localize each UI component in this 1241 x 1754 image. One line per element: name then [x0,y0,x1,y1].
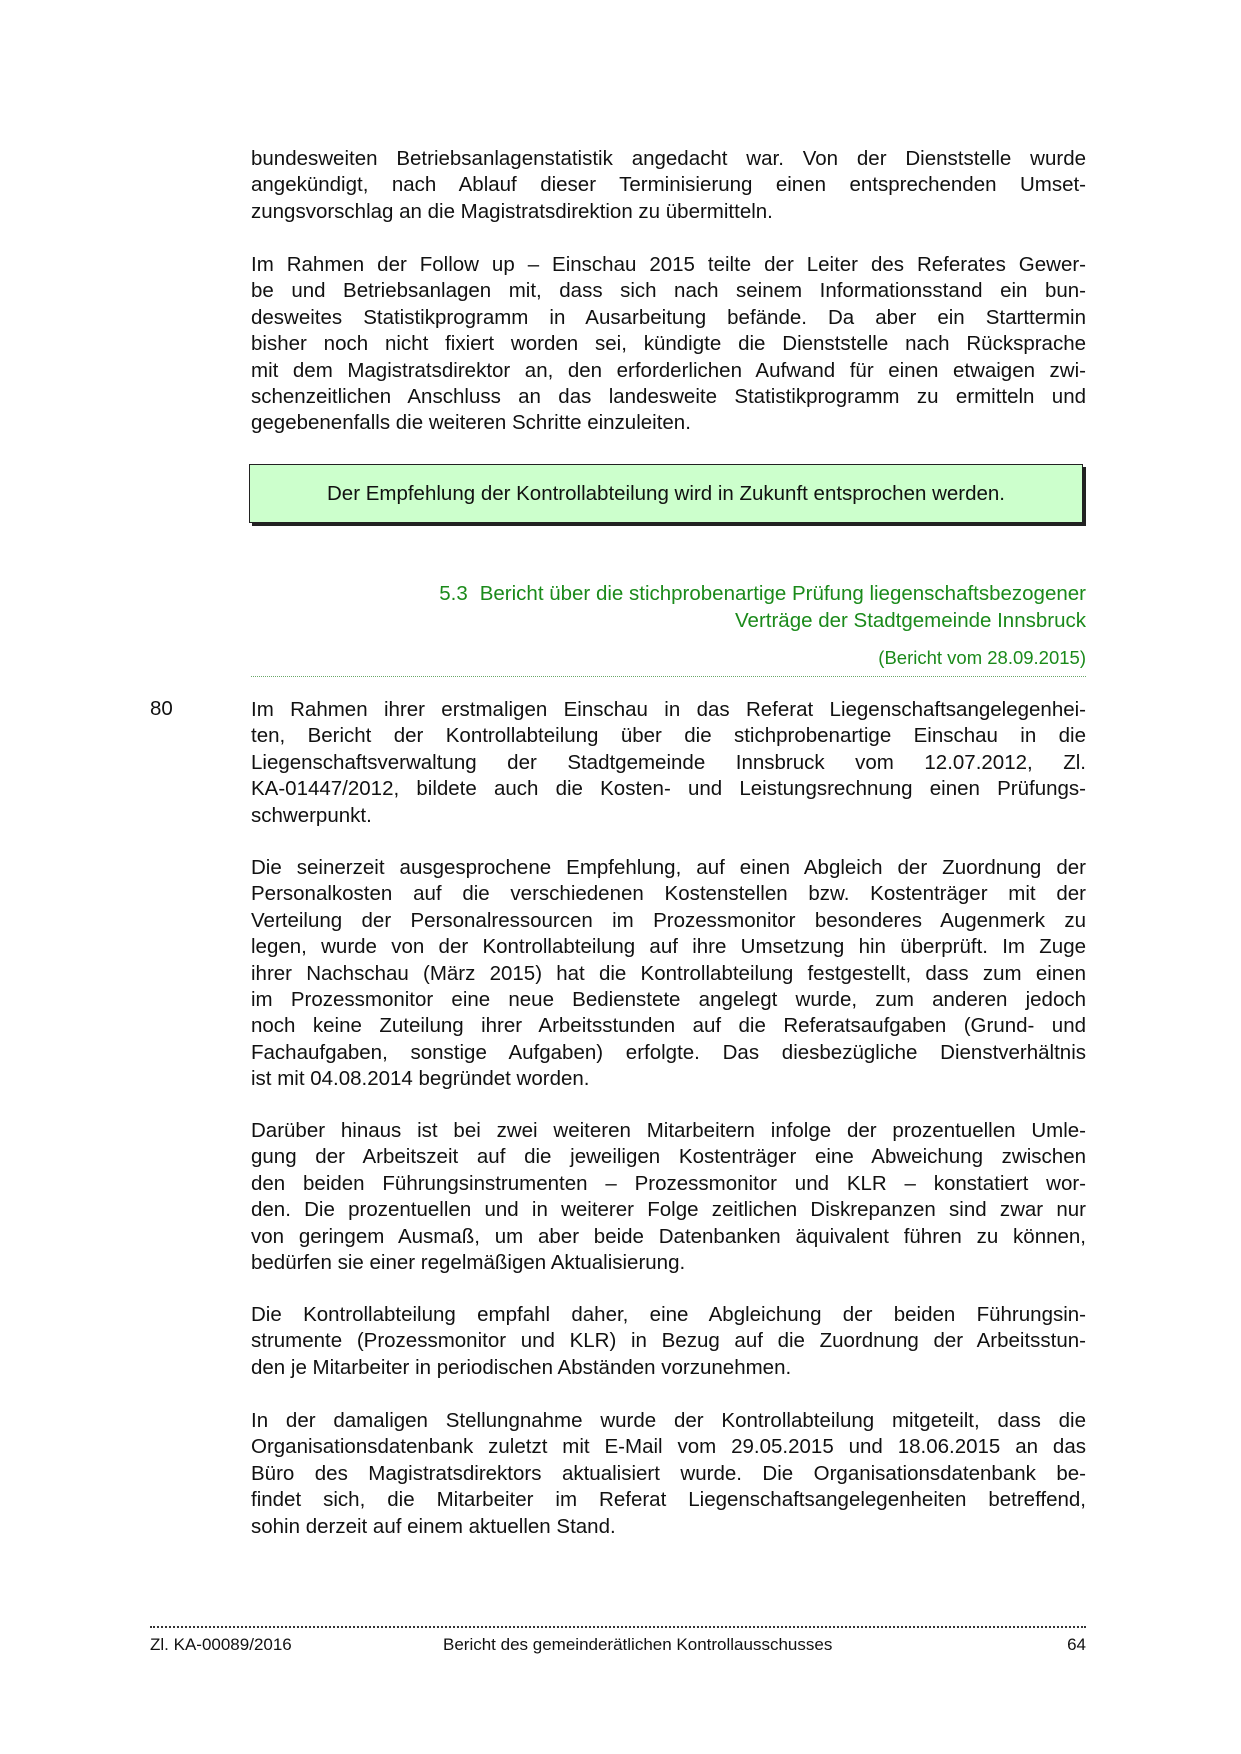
text-line: gegebenenfalls die weiteren Schritte einzuleiten. [251,411,691,435]
text-line: bundesweiten Betriebsanlagenstatistik angedacht war. Von der Dienststelle wurde [251,147,1086,170]
section-heading [326,580,1086,634]
callout-text: Der Empfehlung der Kontrollabteilung wird in Zukunft entsprochen werden. [326,481,1006,505]
marginal-paragraph-number: 80 [150,697,173,720]
section-report-date: (Bericht vom 28.09.2015) [878,647,1086,668]
text-line: ten, Bericht der Kontrollabteilung über die stichprobenartige Einschau in die [251,724,1086,748]
text-line: Darüber hinaus ist bei zwei weiteren Mitarbeitern infolge der prozentuellen Umle- [251,1119,1086,1142]
text-line: schwerpunkt. [251,803,372,827]
footer-title: Bericht des gemeinderätlichen Kontrollausschusses [443,1635,833,1654]
text-line: desweites Statistikprogramm in Ausarbeitung befände. Da aber ein Starttermin [251,305,1086,329]
text-line: bedürfen sie einer regelmäßigen Aktualisierung. [251,1251,686,1275]
section-title-line2: Verträge der Stadtgemeinde Innsbruck [735,609,1086,632]
footer-divider [150,1626,1086,1628]
text-line: strumente (Prozessmonitor und KLR) in Bezug auf die Zuordnung der Arbeitsstun- [251,1329,1086,1353]
text-line: Die Kontrollabteilung empfahl daher, eine Abgleichung der beiden Führungsin- [251,1303,1086,1326]
text-line: legen, wurde von der Kontrollabteilung auf ihre Umsetzung hin überprüft. Im Zuge [251,935,1086,959]
text-line: bisher noch nicht fixiert worden sei, kündigte die Dienststelle nach Rücksprache [251,332,1086,356]
text-line: gung der Arbeitszeit auf die jeweiligen Kostenträger eine Abweichung zwischen [251,1145,1086,1169]
text-line: findet sich, die Mitarbeiter im Referat Liegenschaftsangelegenheiten betreffend, [251,1488,1086,1512]
recommendation-callout-box [249,464,1083,523]
paragraph-empfehlung-abgleich [251,855,1086,1093]
text-line: In der damaligen Stellungnahme wurde der Kontrollabteilung mitgeteilt, dass die [251,1409,1086,1432]
text-line: Fachaufgaben, sonstige Aufgaben) erfolgte. Das diesbezügliche Dienstverhältnis [251,1040,1086,1064]
section-divider [251,676,1086,677]
section-number: 5.3 [439,582,468,605]
text-line: sohin derzeit auf einem aktuellen Stand. [251,1514,616,1538]
text-line: schenzeitlichen Anschluss an das landesweite Statistikprogramm zu ermitteln und [251,385,1086,409]
text-line: Organisationsdatenbank zuletzt mit E-Mail vom 29.05.2015 und 18.06.2015 an das [251,1435,1086,1459]
section-title-line1: Bericht über die stichprobenartige Prüfung liegenschaftsbezogener [479,582,1086,605]
text-line: den. Die prozentuellen und in weiterer Folge zeitlichen Diskrepanzen sind zwar nur [251,1198,1086,1222]
text-line: den beiden Führungsinstrumenten – Prozessmonitor und KLR – konstatiert wor- [251,1171,1086,1195]
text-line: Büro des Magistratsdirektors aktualisiert wurde. Die Organisationsdatenbank be- [251,1461,1086,1485]
text-line: den je Mitarbeiter in periodischen Abständen vorzunehmen. [251,1355,792,1379]
paragraph-statistik-intro [251,146,1086,225]
paragraph-follow-up-einschau [251,252,1086,437]
paragraph-stellungnahme [251,1408,1086,1540]
text-line: Personalkosten auf die verschiedenen Kostenstellen bzw. Kostenträger mit der [251,882,1086,906]
text-line: noch keine Zuteilung ihrer Arbeitsstunden auf die Referatsaufgaben (Grund- und [251,1014,1086,1038]
text-line: angekündigt, nach Ablauf dieser Terminisierung einen entsprechenden Umset- [251,173,1086,197]
text-line: KA-01447/2012, bildete auch die Kosten- und Leistungsrechnung einen Prüfungs- [251,777,1086,801]
footer-page-number: 64 [1067,1635,1086,1654]
text-line: Die seinerzeit ausgesprochene Empfehlung, auf einen Abgleich der Zuordnung der [251,856,1086,879]
text-line: Verteilung der Personalressourcen im Prozessmonitor besonderes Augenmerk zu [251,908,1086,932]
text-line: Liegenschaftsverwaltung der Stadtgemeinde Innsbruck vom 12.07.2012, Zl. [251,750,1086,774]
text-line: mit dem Magistratsdirektor an, den erforderlichen Aufwand für einen etwaigen zwi- [251,358,1086,382]
text-line: ist mit 04.08.2014 begründet worden. [251,1067,590,1091]
text-line: von geringem Ausmaß, um aber beide Datenbanken äquivalent führen zu können, [251,1224,1086,1248]
paragraph-empfehlung-abgleichung [251,1302,1086,1381]
text-line: Im Rahmen der Follow up – Einschau 2015 teilte der Leiter des Referates Gewer- [251,253,1086,276]
paragraph-erstmalige-einschau [251,697,1086,829]
text-line: im Prozessmonitor eine neue Bedienstete angelegt wurde, zum anderen jedoch [251,988,1086,1012]
text-line: be und Betriebsanlagen mit, dass sich nach seinem Informationsstand ein bun- [251,279,1086,303]
text-line: zungsvorschlag an die Magistratsdirektion zu übermitteln. [251,199,773,223]
footer-reference: Zl. KA-00089/2016 [150,1635,292,1654]
text-line: Im Rahmen ihrer erstmaligen Einschau in das Referat Liegenschaftsangelegenhei- [251,698,1086,721]
text-line: ihrer Nachschau (März 2015) hat die Kontrollabteilung festgestellt, dass zum einen [251,961,1086,985]
paragraph-abweichung-mitarbeiter [251,1118,1086,1276]
